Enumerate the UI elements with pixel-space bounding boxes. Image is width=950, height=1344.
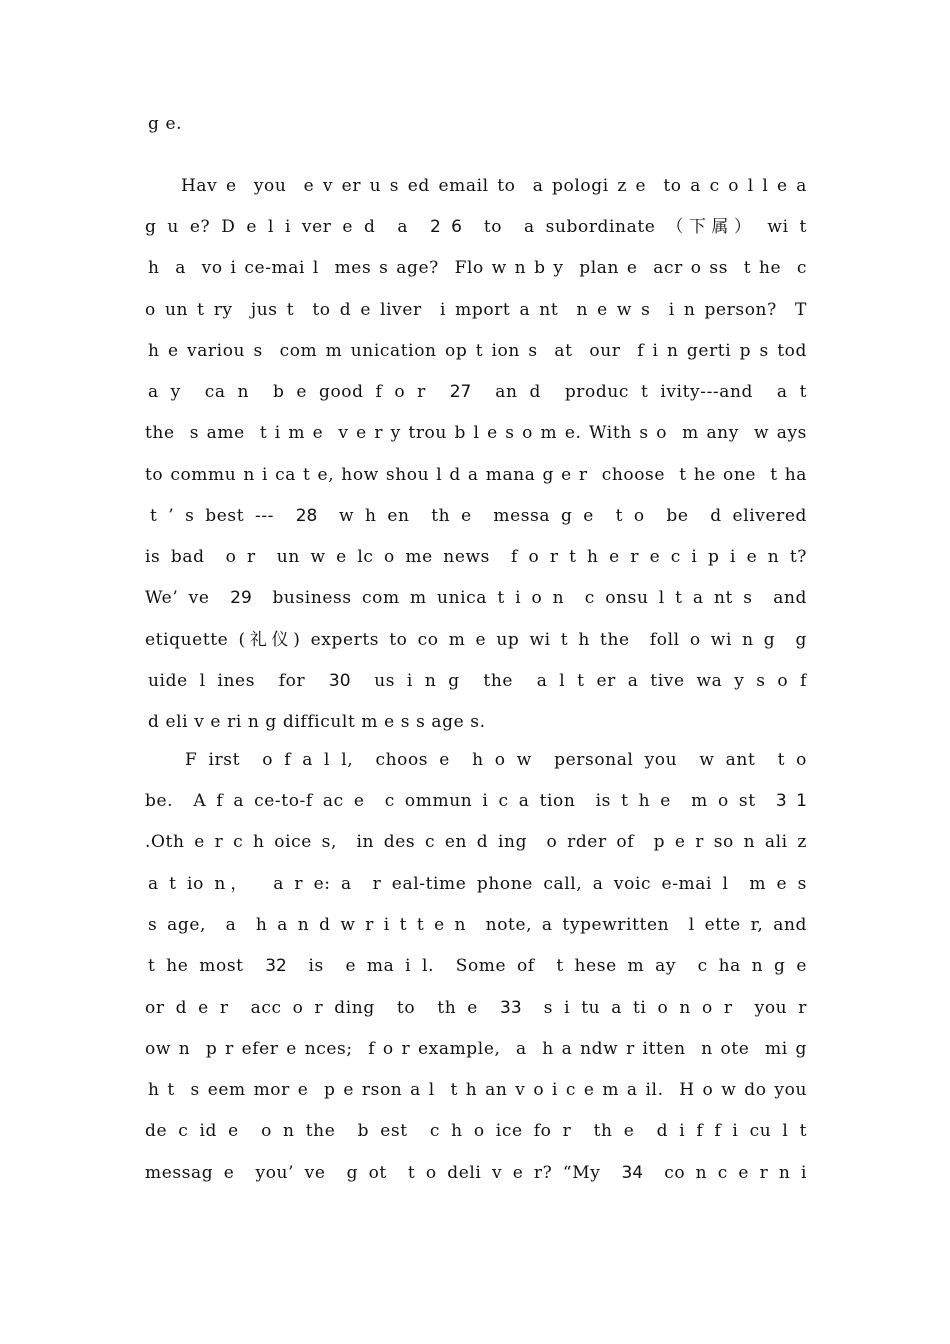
blank-number: 2 6 bbox=[429, 217, 462, 237]
line-text: etiquette (礼仪) experts to co m e up wi t h the foll o wi n g g bbox=[145, 630, 807, 650]
text-line bbox=[148, 953, 807, 979]
line-text: h e variou s com m unication op t ion s at our f i n gerti p s tod bbox=[148, 341, 807, 361]
text-line bbox=[148, 871, 807, 897]
line-text-after: co n c e r n i bbox=[643, 1163, 807, 1183]
line-text: t he most bbox=[148, 956, 266, 976]
text-line bbox=[145, 788, 807, 814]
blank-number: 28 bbox=[295, 506, 318, 526]
line-text: g u e? D e l i ver e d a bbox=[145, 217, 430, 237]
text-line bbox=[148, 338, 807, 364]
line-text: d eli v e ri n g difficult m e s s age s. bbox=[148, 712, 486, 732]
blank-number: 27 bbox=[449, 382, 472, 402]
text-line bbox=[145, 585, 807, 611]
line-text: a t io n， a r e: a r eal-time phone call, a voic e-mai l m e s bbox=[148, 874, 807, 894]
line-text: a y ca n b e good f o r bbox=[148, 382, 450, 402]
line-text: or d e r acc o r ding to th e bbox=[145, 998, 501, 1018]
line-text-after: s i tu a ti o n o r you r bbox=[521, 998, 807, 1018]
text-line bbox=[148, 379, 807, 405]
text-line bbox=[145, 297, 807, 323]
line-text: s age, a h a n d w r i t t e n note, a typewritten l ette r, and bbox=[148, 915, 807, 935]
text-line bbox=[148, 912, 807, 938]
text-line bbox=[145, 627, 807, 653]
line-text: is bad o r un w e lc o me news f o r t h e r e c i p i e n t? bbox=[145, 547, 807, 567]
text-line bbox=[145, 214, 807, 240]
line-text-after: is e ma i l. Some of t hese m ay c ha n g e bbox=[286, 956, 807, 976]
line-text: o un t ry jus t to d e liver i mport a nt n e w s i n person? T bbox=[145, 300, 807, 320]
text-line bbox=[145, 995, 807, 1021]
line-text: t ’ s best --- bbox=[150, 506, 296, 526]
blank-number: 29 bbox=[230, 588, 252, 608]
text-line bbox=[145, 420, 807, 446]
text-line bbox=[150, 503, 807, 529]
line-text-after: us i n g the a l t er a tive wa y s o f bbox=[350, 671, 807, 691]
line-text-after: business com m unica t i o n c onsu l t a nt s and bbox=[251, 588, 807, 608]
line-text-after: an d produc t ivity---and a t bbox=[471, 382, 807, 402]
line-text-after: w h en th e messa g e t o be d elivered bbox=[317, 506, 807, 526]
text-line bbox=[145, 1118, 807, 1144]
blank-number: 30 bbox=[328, 671, 351, 691]
line-text: the s ame t i m e v e r y trou b l e s o m e. With s o m any w ays bbox=[145, 423, 807, 443]
text-line bbox=[148, 111, 807, 137]
line-text: be. A f a ce-to-f ac e c ommun i c a tion is t h e m o st bbox=[145, 791, 776, 811]
blank-number: 33 bbox=[500, 998, 522, 1018]
text-line bbox=[148, 709, 807, 735]
blank-number: 3 1 bbox=[775, 791, 807, 811]
text-line bbox=[145, 1160, 807, 1186]
blank-number: 32 bbox=[265, 956, 287, 976]
line-text: .Oth e r c h oice s, in des c en d ing o rder of p e r so n ali z bbox=[145, 832, 807, 852]
blank-number: 34 bbox=[621, 1163, 644, 1183]
line-text: messag e you’ ve g ot t o deli v e r? “My bbox=[145, 1163, 622, 1183]
text-line bbox=[185, 747, 807, 773]
line-text: F irst o f a l l, choos e h o w personal you w ant t o bbox=[185, 750, 807, 770]
line-text: uide l ines for bbox=[148, 671, 329, 691]
line-text-after: to a subordinate （下属） wi t bbox=[461, 217, 807, 237]
line-text: ow n p r efer e nces; f o r example, a h a ndw r itten n ote mi g bbox=[145, 1039, 807, 1059]
line-text: de c id e o n the b est c h o ice fo r th e d i f f i cu l t bbox=[145, 1121, 807, 1141]
line-text: We’ ve bbox=[145, 588, 231, 608]
text-line bbox=[145, 829, 807, 855]
line-text: g e. bbox=[148, 114, 183, 134]
line-text: h a vo i ce-mai l mes s age? Flo w n b y plan e acr o ss t he c bbox=[148, 258, 807, 278]
text-line bbox=[181, 173, 807, 199]
text-line bbox=[148, 255, 807, 281]
text-line bbox=[148, 668, 807, 694]
line-text: h t s eem mor e p e rson a l t h an v o i c e m a il. H o w do you bbox=[148, 1080, 807, 1100]
text-line bbox=[145, 544, 807, 570]
text-line bbox=[148, 1077, 807, 1103]
line-text: to commu n i ca t e, how shou l d a mana g e r choose t he one t ha bbox=[145, 465, 807, 485]
line-text: Hav e you e v er u s ed email to a pologi z e to a c o l l e a bbox=[181, 176, 807, 196]
text-line bbox=[145, 1036, 807, 1062]
text-line bbox=[145, 462, 807, 488]
